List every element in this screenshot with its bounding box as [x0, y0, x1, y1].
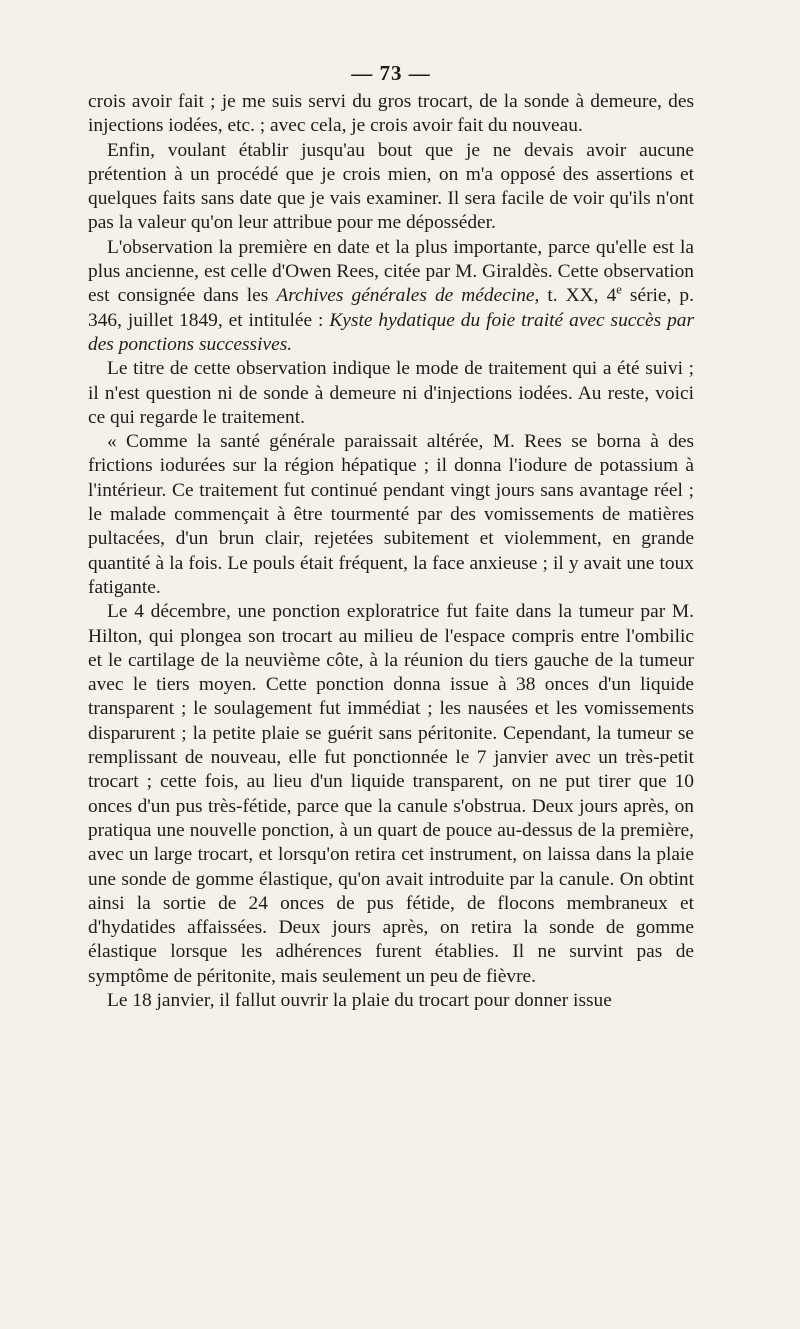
italic-text: Kyste hydatique du foie traité avec succès par des ponctions successives.: [88, 309, 695, 355]
paragraph: [88, 90, 694, 139]
paragraph: [88, 430, 694, 600]
paragraph: [88, 139, 694, 236]
body-text: [88, 90, 694, 1013]
text-run: « Comme la santé générale paraissait altérée, M. Rees se borna à des frictions iodurées sur la région hépatique ; il donna l'iodure de potassium à l'intérieur. Ce traitement fut continué pendant vingt jours sans avantage réel ; le malade commençait à être tourmenté par des vomissements de matières pultacées, d'un brun clair, rejetées subitement et violemment, en grande quantité à la fois. Le pouls était fréquent, la face anxieuse ; il y avait une toux fatigante.: [88, 431, 694, 598]
text-run: Le 4 décembre, une ponction exploratrice fut faite dans la tumeur par M. Hilton, qui plongea son trocart au milieu de l'espace compris entre l'ombilic et le cartilage de la neuvième côte, à la réunion du tiers gauche de la tumeur avec le tiers moyen. Cette ponction donna issue à 38 onces d'un liquide transparent ; le soulagement fut immédiat ; les nausées et les vomissements disparurent ; la petite plaie se guérit sans péritonite. Cependant, la tumeur se remplissant de nouveau, elle fut ponctionnée le 7 janvier avec un très-petit trocart ; cette fois, au lieu d'un liquide transparent, on ne put tirer que 10 onces d'un pus très-fétide, parce que la canule s'obstrua. Deux jours après, on pratiqua une nouvelle ponction, à un quart de pouce au-dessus de la première, avec un large trocart, et lorsqu'on retira cet instrument, on laissa dans la plaie une sonde de gomme élastique, qu'on avait introduite par la canule. On obtint ainsi la sortie de 24 onces de pus fétide, de flocons membraneux et d'hydatides affaissées. Deux jours après, on retira la sonde de gomme élastique lorsque les adhérences furent établies. Il ne survint pas de symptôme de péritonite, mais seulement un peu de fièvre.: [88, 601, 694, 987]
superscript-text: e: [616, 282, 622, 297]
text-run: , t. XX, 4: [534, 285, 617, 307]
text-run: Enfin, voulant établir jusqu'au bout que je ne devais avoir aucune prétention à un procédé que je crois mien, on m'a opposé des assertions et quelques faits sans date que je vais examiner. Il sera facile de voir qu'ils n'ont pas la valeur qu'on leur attribue pour me déposséder.: [88, 139, 694, 234]
text-run: L'observation la première en date et la plus importante, parce qu'elle est la plus ancienne, est celle d'Owen Rees, citée par M. Giraldès. Cette observation est consignée dans les: [88, 236, 694, 307]
text-run: crois avoir fait ; je me suis servi du gros trocart, de la sonde à demeure, des injections iodées, etc. ; avec cela, je crois avoir fait du nouveau.: [88, 91, 694, 137]
text-run: Le 18 janvier, il fallut ouvrir la plaie du trocart pour donner issue: [107, 989, 612, 1011]
paragraph: [88, 357, 694, 430]
paragraph: [88, 989, 694, 1013]
page-number: — 73 —: [351, 61, 431, 85]
paragraph: [88, 236, 694, 357]
text-run: Le titre de cette observation indique le mode de traitement qui a été suivi ; il n'est question ni de sonde à demeure ni d'injections iodées. Au reste, voici ce qui regarde le traitement.: [88, 358, 694, 428]
text-run: série, p. 346, juillet 1849, et intitulée :: [88, 285, 694, 331]
italic-text: Archives générales de médecine: [276, 285, 535, 307]
paragraph: [88, 600, 694, 989]
